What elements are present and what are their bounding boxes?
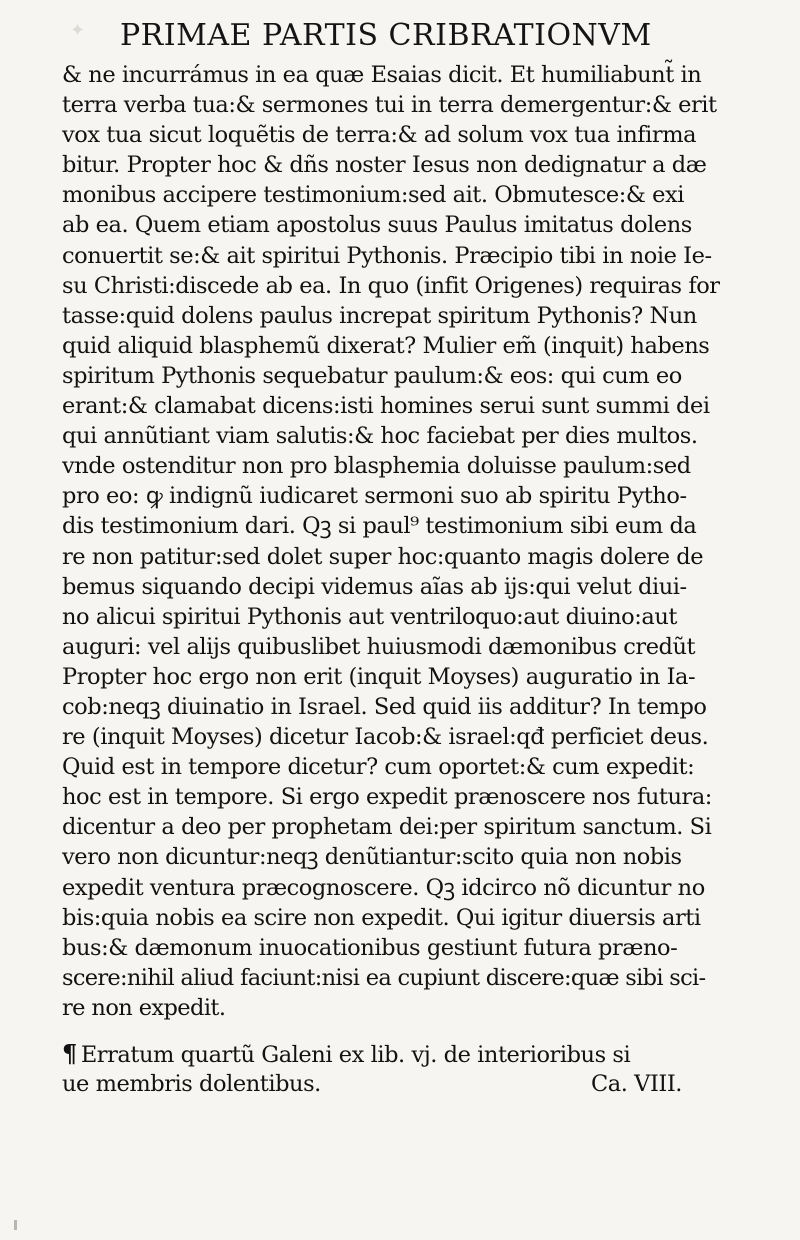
- text-line: hoc est in tempore. Si ergo expedit prænoscere nos futura:: [62, 784, 712, 811]
- text-line: tasse:quid dolens paulus increpat spiritum Pythonis? Nun: [62, 302, 697, 329]
- text-line: vnde ostenditur non pro blasphemia doluisse paulum:sed: [62, 453, 691, 480]
- text-line: dicentur a deo per prophetam dei:per spiritum sanctum. Si: [62, 814, 712, 841]
- show-through-text: ✦: [70, 20, 86, 41]
- text-line: monibus accipere testimonium:sed ait. Obmutesce:& exi: [62, 182, 685, 209]
- section-heading-text: Erratum quartũ Galeni ex lib. vj. de interioribus si: [80, 1042, 631, 1068]
- text-line: re (inquit Moyses) dicetur Iacob:& israel:qđ perficiet deus.: [62, 724, 709, 751]
- text-line: ab ea. Quem etiam apostolus suus Paulus imitatus dolens: [62, 212, 692, 239]
- text-line: expedit ventura præcognoscere. Qꝫ idcirco nõ dicuntur no: [62, 874, 705, 901]
- text-line: bus:& dæmonum inuocationibus gestiunt futura præno-: [62, 934, 678, 961]
- text-line: conuertit se:& ait spiritui Pythonis. Præcipio tibi in noie Ie-: [62, 242, 712, 269]
- paragraph-mark: ¶: [62, 1039, 77, 1068]
- running-head: PRIMAE PARTIS CRIBRATIONVM: [120, 18, 652, 53]
- text-line: bemus siquando decipi videmus aĩas ab ijs:qui velut diui-: [62, 573, 687, 600]
- text-line: auguri: vel alijs quibuslibet huiusmodi dæmonibus credũt: [62, 633, 696, 660]
- text-line: no alicui spiritui Pythonis aut ventriloquo:aut diuino:aut: [62, 603, 677, 630]
- section-heading-line-1: [62, 1039, 762, 1069]
- text-line: erant:& clamabat dicens:isti homines serui sunt summi dei: [62, 393, 710, 420]
- text-line: bis:quia nobis ea scire non expedit. Qui igitur diuersis arti: [62, 904, 701, 931]
- text-line: terra verba tua:& sermones tui in terra demergentur:& erit: [62, 92, 717, 119]
- section-gap: [62, 1023, 762, 1039]
- section-heading-text: ue membris dolentibus.: [62, 1071, 321, 1097]
- text-line: re non patitur:sed dolet super hoc:quanto magis dolere de: [62, 543, 704, 570]
- text-line: scere:nihil aliud faciunt:nisi ea cupiunt discere:quæ sibi sci-: [62, 964, 706, 991]
- text-line: quid aliquid blasphemũ dixerat? Mulier em̃ (inquit) habens: [62, 332, 710, 359]
- margin-mark: [14, 1220, 17, 1230]
- text-line: bitur. Propter hoc & dñs noster Iesus non dedignatur a dæ: [62, 152, 707, 179]
- text-line: Propter hoc ergo non erit (inquit Moyses) auguratio in Ia-: [62, 663, 696, 690]
- text-line: re non expedit.: [62, 994, 226, 1021]
- text-line: vox tua sicut loquẽtis de terra:& ad solum vox tua infirma: [62, 122, 697, 149]
- text-line: spiritum Pythonis sequebatur paulum:& eos: qui cum eo: [62, 362, 682, 389]
- text-line: qui annũtiant viam salutis:& hoc faciebat per dies multos.: [62, 423, 698, 450]
- text-line: cob:neqꝫ diuinatio in Israel. Sed quid iis additur? In tempo: [62, 693, 707, 720]
- chapter-number: Ca. VIII.: [591, 1071, 682, 1097]
- text-line: Quid est in tempore dicetur? cum oportet:& cum expedit:: [62, 754, 695, 781]
- text-line: su Christi:discede ab ea. In quo (infit Origenes) requiras for: [62, 272, 720, 299]
- text-line: pro eo: ꝙ indignũ iudicaret sermoni suo ab spiritu Pytho-: [62, 483, 687, 510]
- text-line: dis testimonium dari. Qꝫ si paul⁹ testimonium sibi eum da: [62, 513, 697, 540]
- text-line: vero non dicuntur:neqꝫ denũtiantur:scito quia non nobis: [62, 844, 682, 871]
- text-line: & ne incurrámus in ea quæ Esaias dicit. Et humiliabunt̃ in: [62, 62, 702, 88]
- section-heading-line-2: [62, 1069, 762, 1099]
- text-block: [62, 60, 762, 1099]
